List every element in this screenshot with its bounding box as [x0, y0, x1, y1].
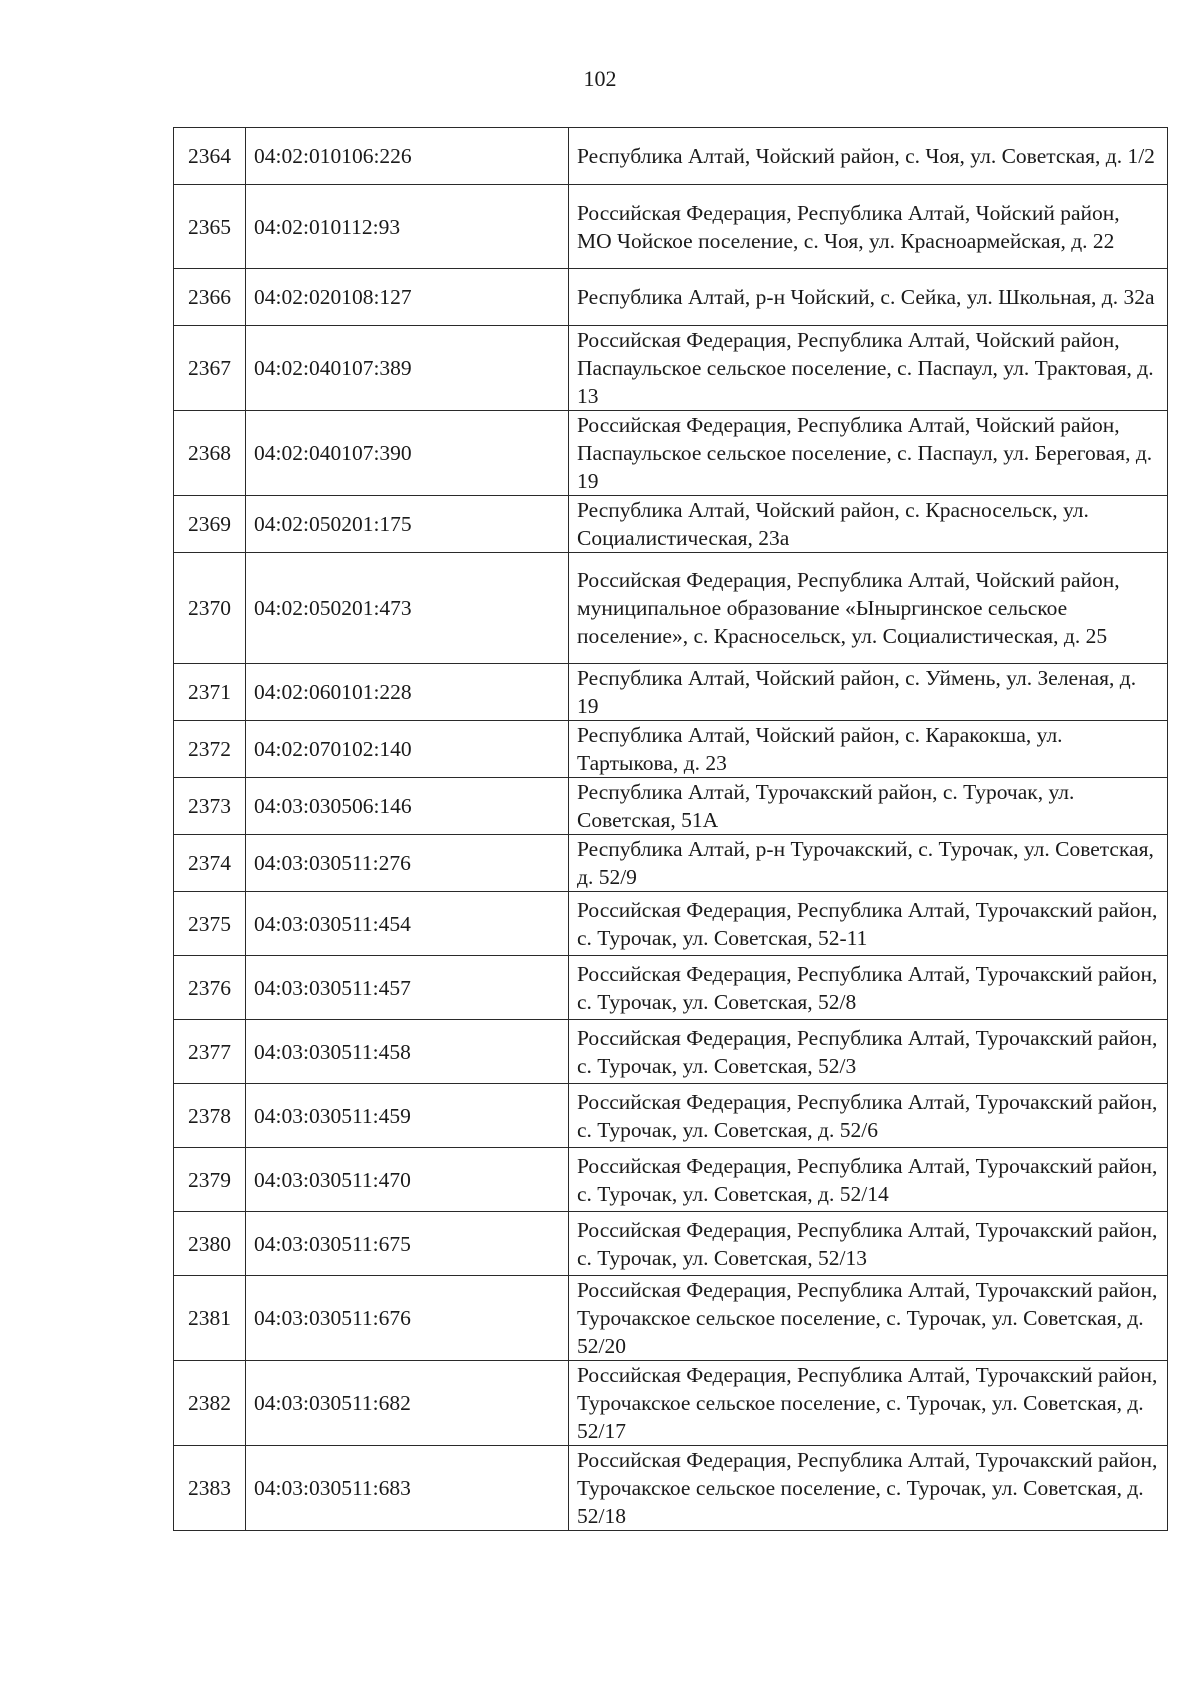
table-row — [174, 553, 1168, 664]
address-cell: Российская Федерация, Республика Алтай, Турочакский район, с. Турочак, ул. Советская, д. 52/6 — [569, 1084, 1168, 1148]
page-number: 102 — [583, 66, 617, 91]
cadastral-number-cell: 04:03:030511:459 — [246, 1084, 569, 1148]
row-number-cell: 2366 — [174, 269, 246, 326]
table-row — [174, 892, 1168, 956]
cadastral-number-cell: 04:02:050201:175 — [246, 496, 569, 553]
row-number-cell: 2371 — [174, 664, 246, 721]
table-row — [174, 1276, 1168, 1361]
address-cell: Российская Федерация, Республика Алтай, Турочакский район, Турочакское сельское поселение, с. Турочак, ул. Советская, д. 52/18 — [569, 1446, 1168, 1531]
cadastral-number-cell: 04:03:030511:683 — [246, 1446, 569, 1531]
cadastral-number-cell: 04:03:030511:676 — [246, 1276, 569, 1361]
row-number-cell: 2381 — [174, 1276, 246, 1361]
row-number-cell: 2375 — [174, 892, 246, 956]
cadastral-number-cell: 04:02:020108:127 — [246, 269, 569, 326]
cadastral-number-cell: 04:03:030511:276 — [246, 835, 569, 892]
cadastral-number-cell: 04:02:060101:228 — [246, 664, 569, 721]
property-registry-table — [173, 127, 1168, 1531]
cadastral-number-cell: 04:03:030511:682 — [246, 1361, 569, 1446]
address-cell: Российская Федерация, Республика Алтай, Турочакский район, Турочакское сельское поселение, с. Турочак, ул. Советская, д. 52/20 — [569, 1276, 1168, 1361]
cadastral-number-cell: 04:03:030511:675 — [246, 1212, 569, 1276]
address-cell: Российская Федерация, Республика Алтай, Чойский район, Паспаульское сельское поселение, с. Паспаул, ул. Трактовая, д. 13 — [569, 326, 1168, 411]
address-cell: Российская Федерация, Республика Алтай, Турочакский район, с. Турочак, ул. Советская, 52-11 — [569, 892, 1168, 956]
cadastral-number-cell: 04:03:030511:454 — [246, 892, 569, 956]
row-number-cell: 2378 — [174, 1084, 246, 1148]
row-number-cell: 2368 — [174, 411, 246, 496]
row-number-cell: 2380 — [174, 1212, 246, 1276]
cadastral-number-cell: 04:03:030511:457 — [246, 956, 569, 1020]
table-row — [174, 664, 1168, 721]
table-row — [174, 1446, 1168, 1531]
table-row — [174, 496, 1168, 553]
row-number-cell: 2367 — [174, 326, 246, 411]
table-row — [174, 1084, 1168, 1148]
table-row — [174, 835, 1168, 892]
address-cell: Республика Алтай, р-н Турочакский, с. Турочак, ул. Советская, д. 52/9 — [569, 835, 1168, 892]
row-number-cell: 2374 — [174, 835, 246, 892]
cadastral-number-cell: 04:02:040107:390 — [246, 411, 569, 496]
table-row — [174, 128, 1168, 185]
table-row — [174, 778, 1168, 835]
table-row — [174, 1212, 1168, 1276]
row-number-cell: 2382 — [174, 1361, 246, 1446]
row-number-cell: 2383 — [174, 1446, 246, 1531]
cadastral-number-cell: 04:02:010112:93 — [246, 185, 569, 269]
table-row — [174, 1020, 1168, 1084]
table-row — [174, 185, 1168, 269]
row-number-cell: 2369 — [174, 496, 246, 553]
cadastral-number-cell: 04:02:040107:389 — [246, 326, 569, 411]
row-number-cell: 2365 — [174, 185, 246, 269]
address-cell: Российская Федерация, Республика Алтай, Чойский район, МО Чойское поселение, с. Чоя, ул. Красноармейская, д. 22 — [569, 185, 1168, 269]
row-number-cell: 2373 — [174, 778, 246, 835]
row-number-cell: 2376 — [174, 956, 246, 1020]
address-cell: Российская Федерация, Республика Алтай, Турочакский район, с. Турочак, ул. Советская, 52/8 — [569, 956, 1168, 1020]
row-number-cell: 2377 — [174, 1020, 246, 1084]
address-cell: Республика Алтай, Чойский район, с. Красносельск, ул. Социалистическая, 23а — [569, 496, 1168, 553]
table-row — [174, 1361, 1168, 1446]
row-number-cell: 2370 — [174, 553, 246, 664]
cadastral-number-cell: 04:03:030511:458 — [246, 1020, 569, 1084]
table-row — [174, 721, 1168, 778]
address-cell: Российская Федерация, Республика Алтай, Турочакский район, Турочакское сельское поселение, с. Турочак, ул. Советская, д. 52/17 — [569, 1361, 1168, 1446]
address-cell: Республика Алтай, Чойский район, с. Чоя, ул. Советская, д. 1/2 — [569, 128, 1168, 185]
row-number-cell: 2364 — [174, 128, 246, 185]
address-cell: Российская Федерация, Республика Алтай, Чойский район, муниципальное образование «Ыныргинское сельское поселение», с. Красносельск, ул. Социалистическая, д. 25 — [569, 553, 1168, 664]
row-number-cell: 2379 — [174, 1148, 246, 1212]
address-cell: Республика Алтай, р-н Чойский, с. Сейка, ул. Школьная, д. 32а — [569, 269, 1168, 326]
table-row — [174, 956, 1168, 1020]
address-cell: Республика Алтай, Чойский район, с. Уймень, ул. Зеленая, д. 19 — [569, 664, 1168, 721]
address-cell: Российская Федерация, Республика Алтай, Турочакский район, с. Турочак, ул. Советская, 52/3 — [569, 1020, 1168, 1084]
table-row — [174, 269, 1168, 326]
table-row — [174, 1148, 1168, 1212]
table-row — [174, 411, 1168, 496]
cadastral-number-cell: 04:03:030506:146 — [246, 778, 569, 835]
address-cell: Республика Алтай, Чойский район, с. Каракокша, ул. Тартыкова, д. 23 — [569, 721, 1168, 778]
row-number-cell: 2372 — [174, 721, 246, 778]
address-cell: Российская Федерация, Республика Алтай, Турочакский район, с. Турочак, ул. Советская, 52/13 — [569, 1212, 1168, 1276]
cadastral-number-cell: 04:02:070102:140 — [246, 721, 569, 778]
cadastral-number-cell: 04:03:030511:470 — [246, 1148, 569, 1212]
address-cell: Российская Федерация, Республика Алтай, Турочакский район, с. Турочак, ул. Советская, д. 52/14 — [569, 1148, 1168, 1212]
table-row — [174, 326, 1168, 411]
address-cell: Республика Алтай, Турочакский район, с. Турочак, ул. Советская, 51А — [569, 778, 1168, 835]
cadastral-number-cell: 04:02:050201:473 — [246, 553, 569, 664]
registry-table-body — [174, 128, 1168, 1531]
cadastral-number-cell: 04:02:010106:226 — [246, 128, 569, 185]
address-cell: Российская Федерация, Республика Алтай, Чойский район, Паспаульское сельское поселение, с. Паспаул, ул. Береговая, д. 19 — [569, 411, 1168, 496]
